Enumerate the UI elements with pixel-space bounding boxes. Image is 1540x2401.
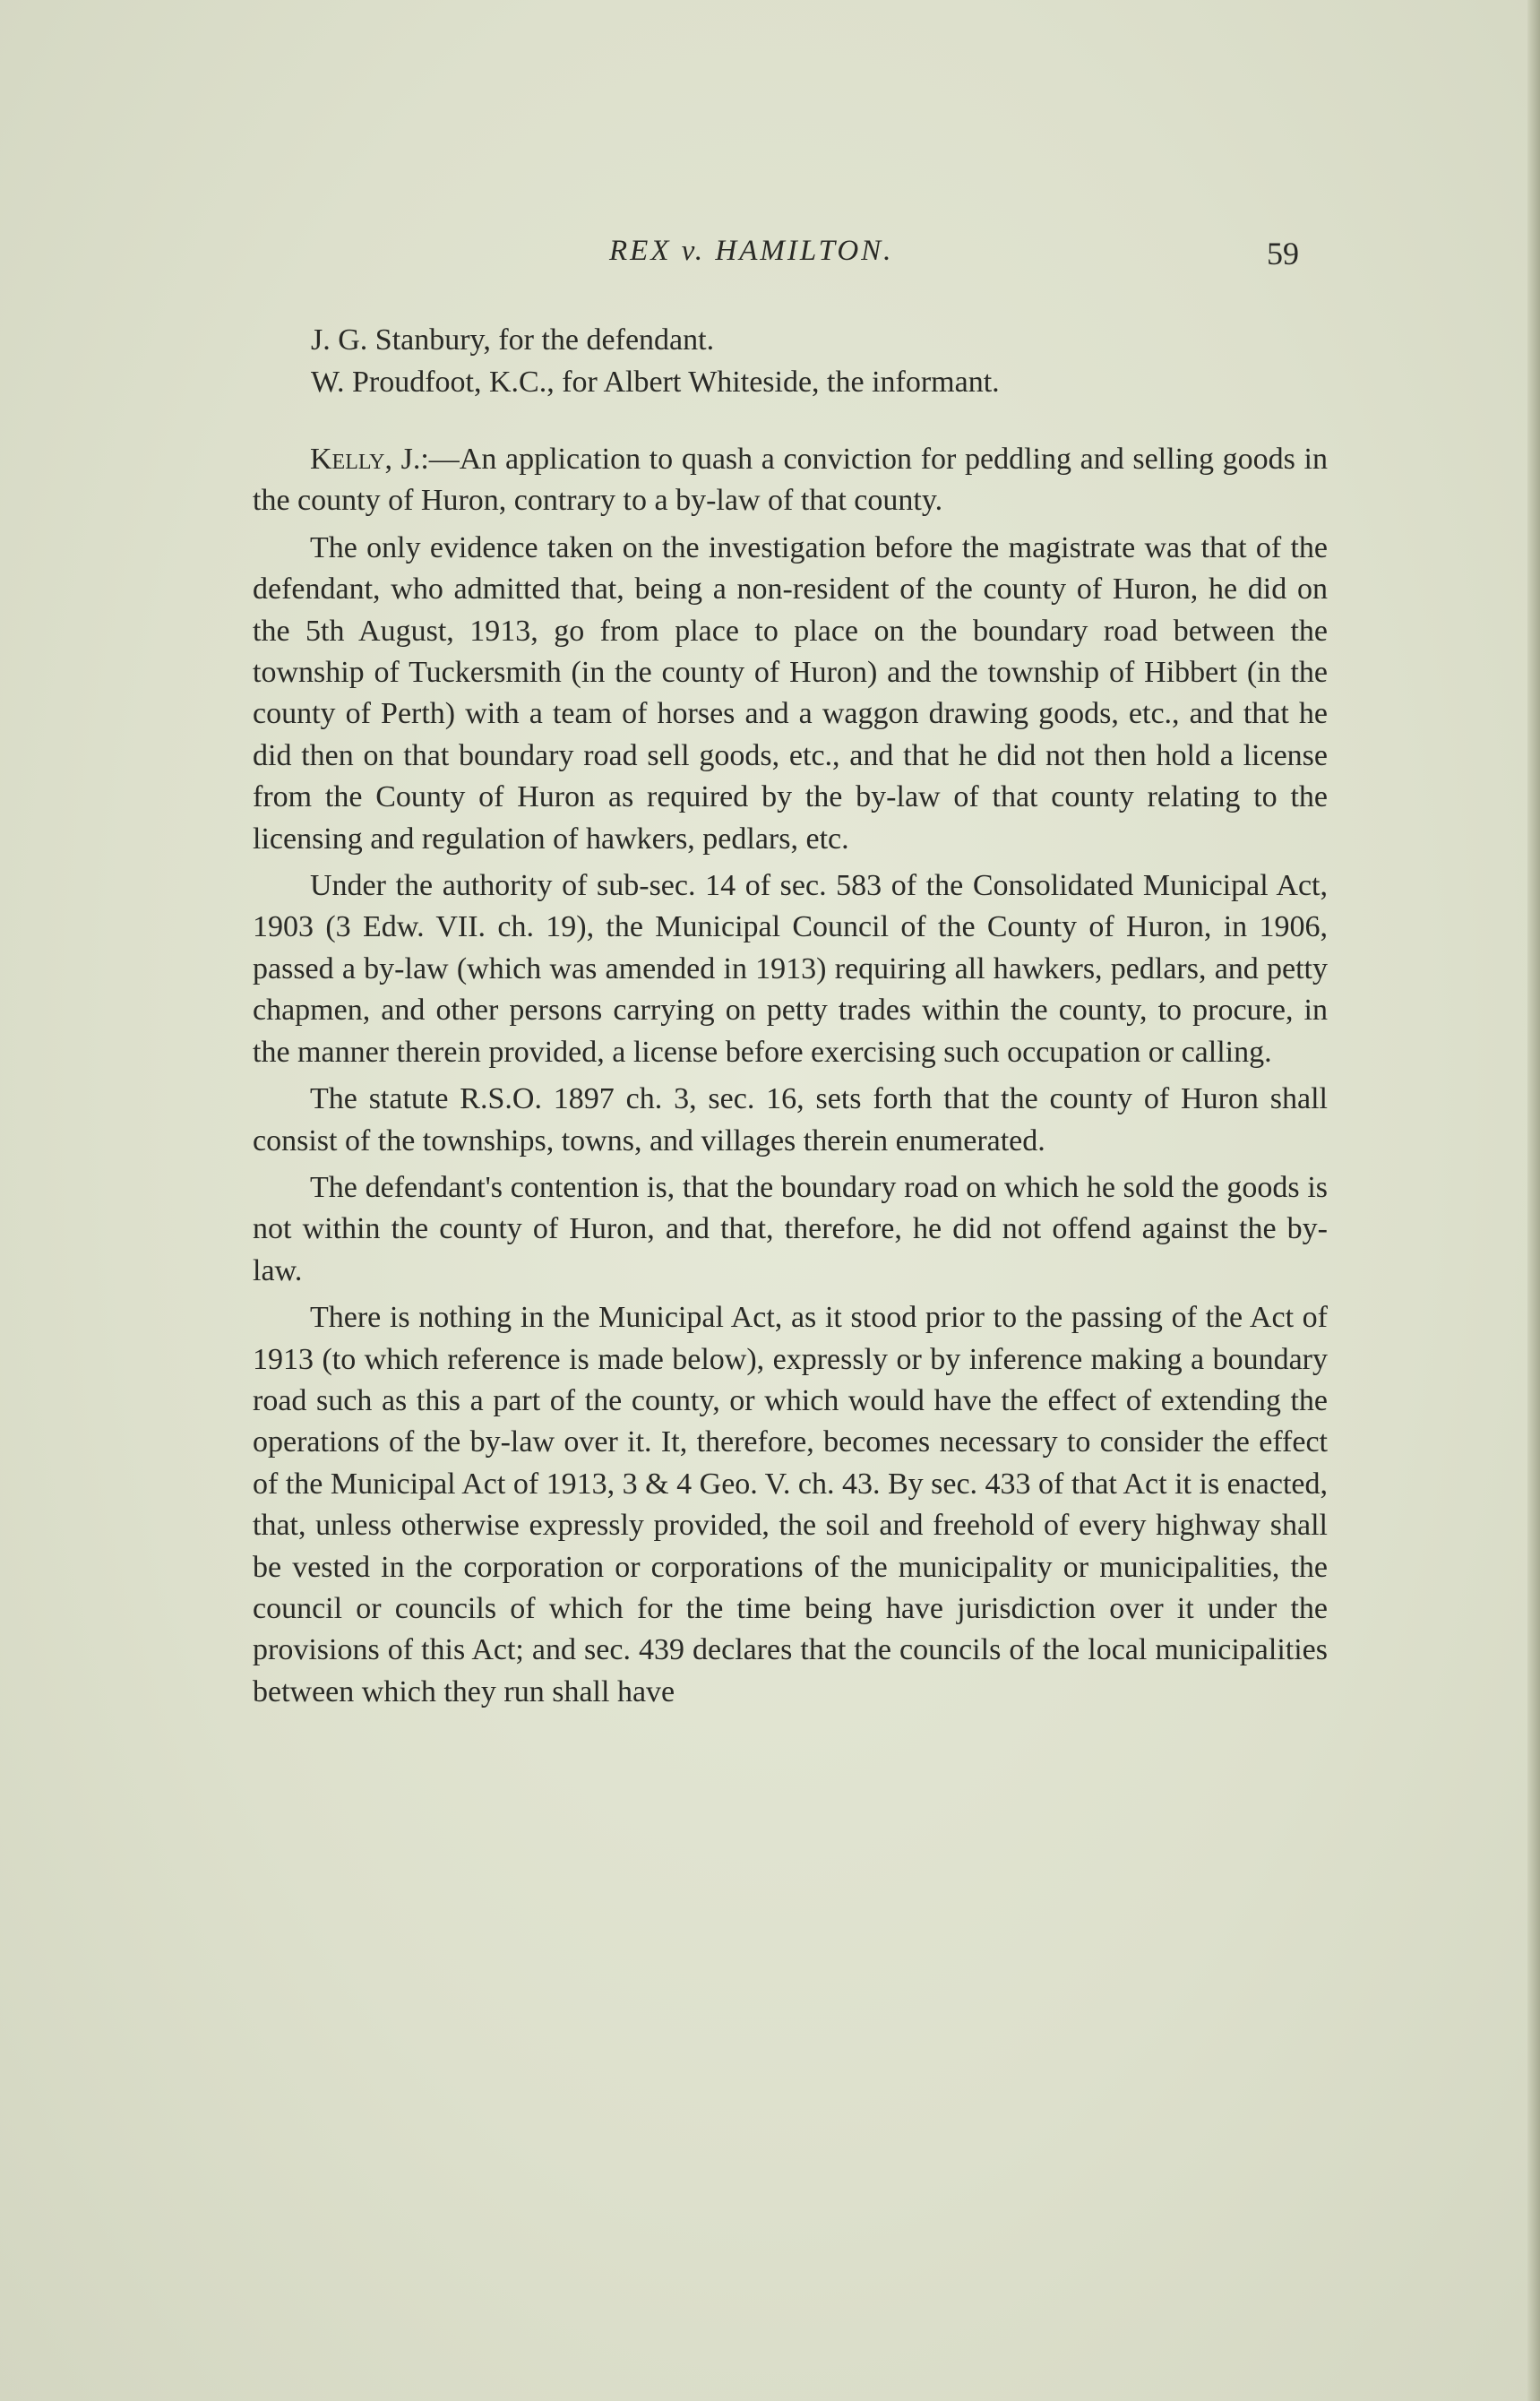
paragraph: Under the authority of sub-sec. 14 of sec. 583 of the Consolidated Municipal Act, 1903 (3 Edw. VII. ch. 19), the Municipal Council of the County of Huron, in 1906, passed a by-law (which was amended in 1913) requiring all hawkers, pedlars, and petty chapmen, and other persons carrying on petty trades within the county, to procure, in the manner therein provided, a license before exercising such occupation or calling.: [253, 869, 1328, 1069]
running-head: REX v. HAMILTON.: [609, 235, 894, 267]
counsel-list: [311, 319, 1341, 403]
counsel-line: W. Proudfoot, K.C., for Albert Whiteside, the informant.: [311, 366, 1000, 399]
paragraph: The defendant's contention is, that the boundary road on which he sold the goods is not within the county of Huron, and that, therefore, he did not offend against the by-law.: [253, 1170, 1328, 1287]
paragraph: There is nothing in the Municipal Act, as it stood prior to the passing of the Act of 1913 (to which reference is made below), expressly or by inference making a boundary road such as this a part of the county, or which would have the effect of extending the operations of the by-law over it. It, therefore, becomes necessary to consider the effect of the Municipal Act of 1913, 3 & 4 Geo. V. ch. 43. By sec. 433 of that Act it is enacted, that, unless otherwise expressly provided, the soil and freehold of every highway shall be vested in the corporation or corporations of the municipality or municipalities, the council or councils of which for the time being have jurisdiction over it under the provisions of this Act; and sec. 439 declares that the councils of the local municipalities between which they run shall have: [253, 1301, 1328, 1708]
paragraph: The only evidence taken on the investigation before the magistrate was that of the defendant, who admitted that, being a non-resident of the county of Huron, he did on the 5th August, 1913, go from place to place on the boundary road between the township of Tuckersmith (in the county of Huron) and the township of Hibbert (in the county of Perth) with a team of horses and a waggon drawing goods, etc., and that he did then on that boundary road sell goods, etc., and that he did not then hold a license from the County of Huron as required by the by-law of that county relating to the licensing and regulation of hawkers, pedlars, etc.: [253, 530, 1328, 856]
page-number: 59: [1267, 236, 1299, 271]
page-edge: [1527, 0, 1540, 2401]
counsel-line: J. G. Stanbury, for the defendant.: [311, 323, 715, 357]
opening-text: :—An application to quash a conviction for peddling and selling goods in the county of Huron, contrary to a by-law of that county.: [253, 443, 1329, 518]
page-header: [251, 235, 1299, 280]
judge-name: Kelly, J.: [310, 443, 421, 476]
opinion-opening-paragraph: [253, 439, 1328, 522]
opinion-text: [253, 439, 1328, 1718]
paragraph: The statute R.S.O. 1897 ch. 3, sec. 16, sets forth that the county of Huron shall consist of the townships, towns, and villages therein enumerated.: [253, 1082, 1328, 1157]
